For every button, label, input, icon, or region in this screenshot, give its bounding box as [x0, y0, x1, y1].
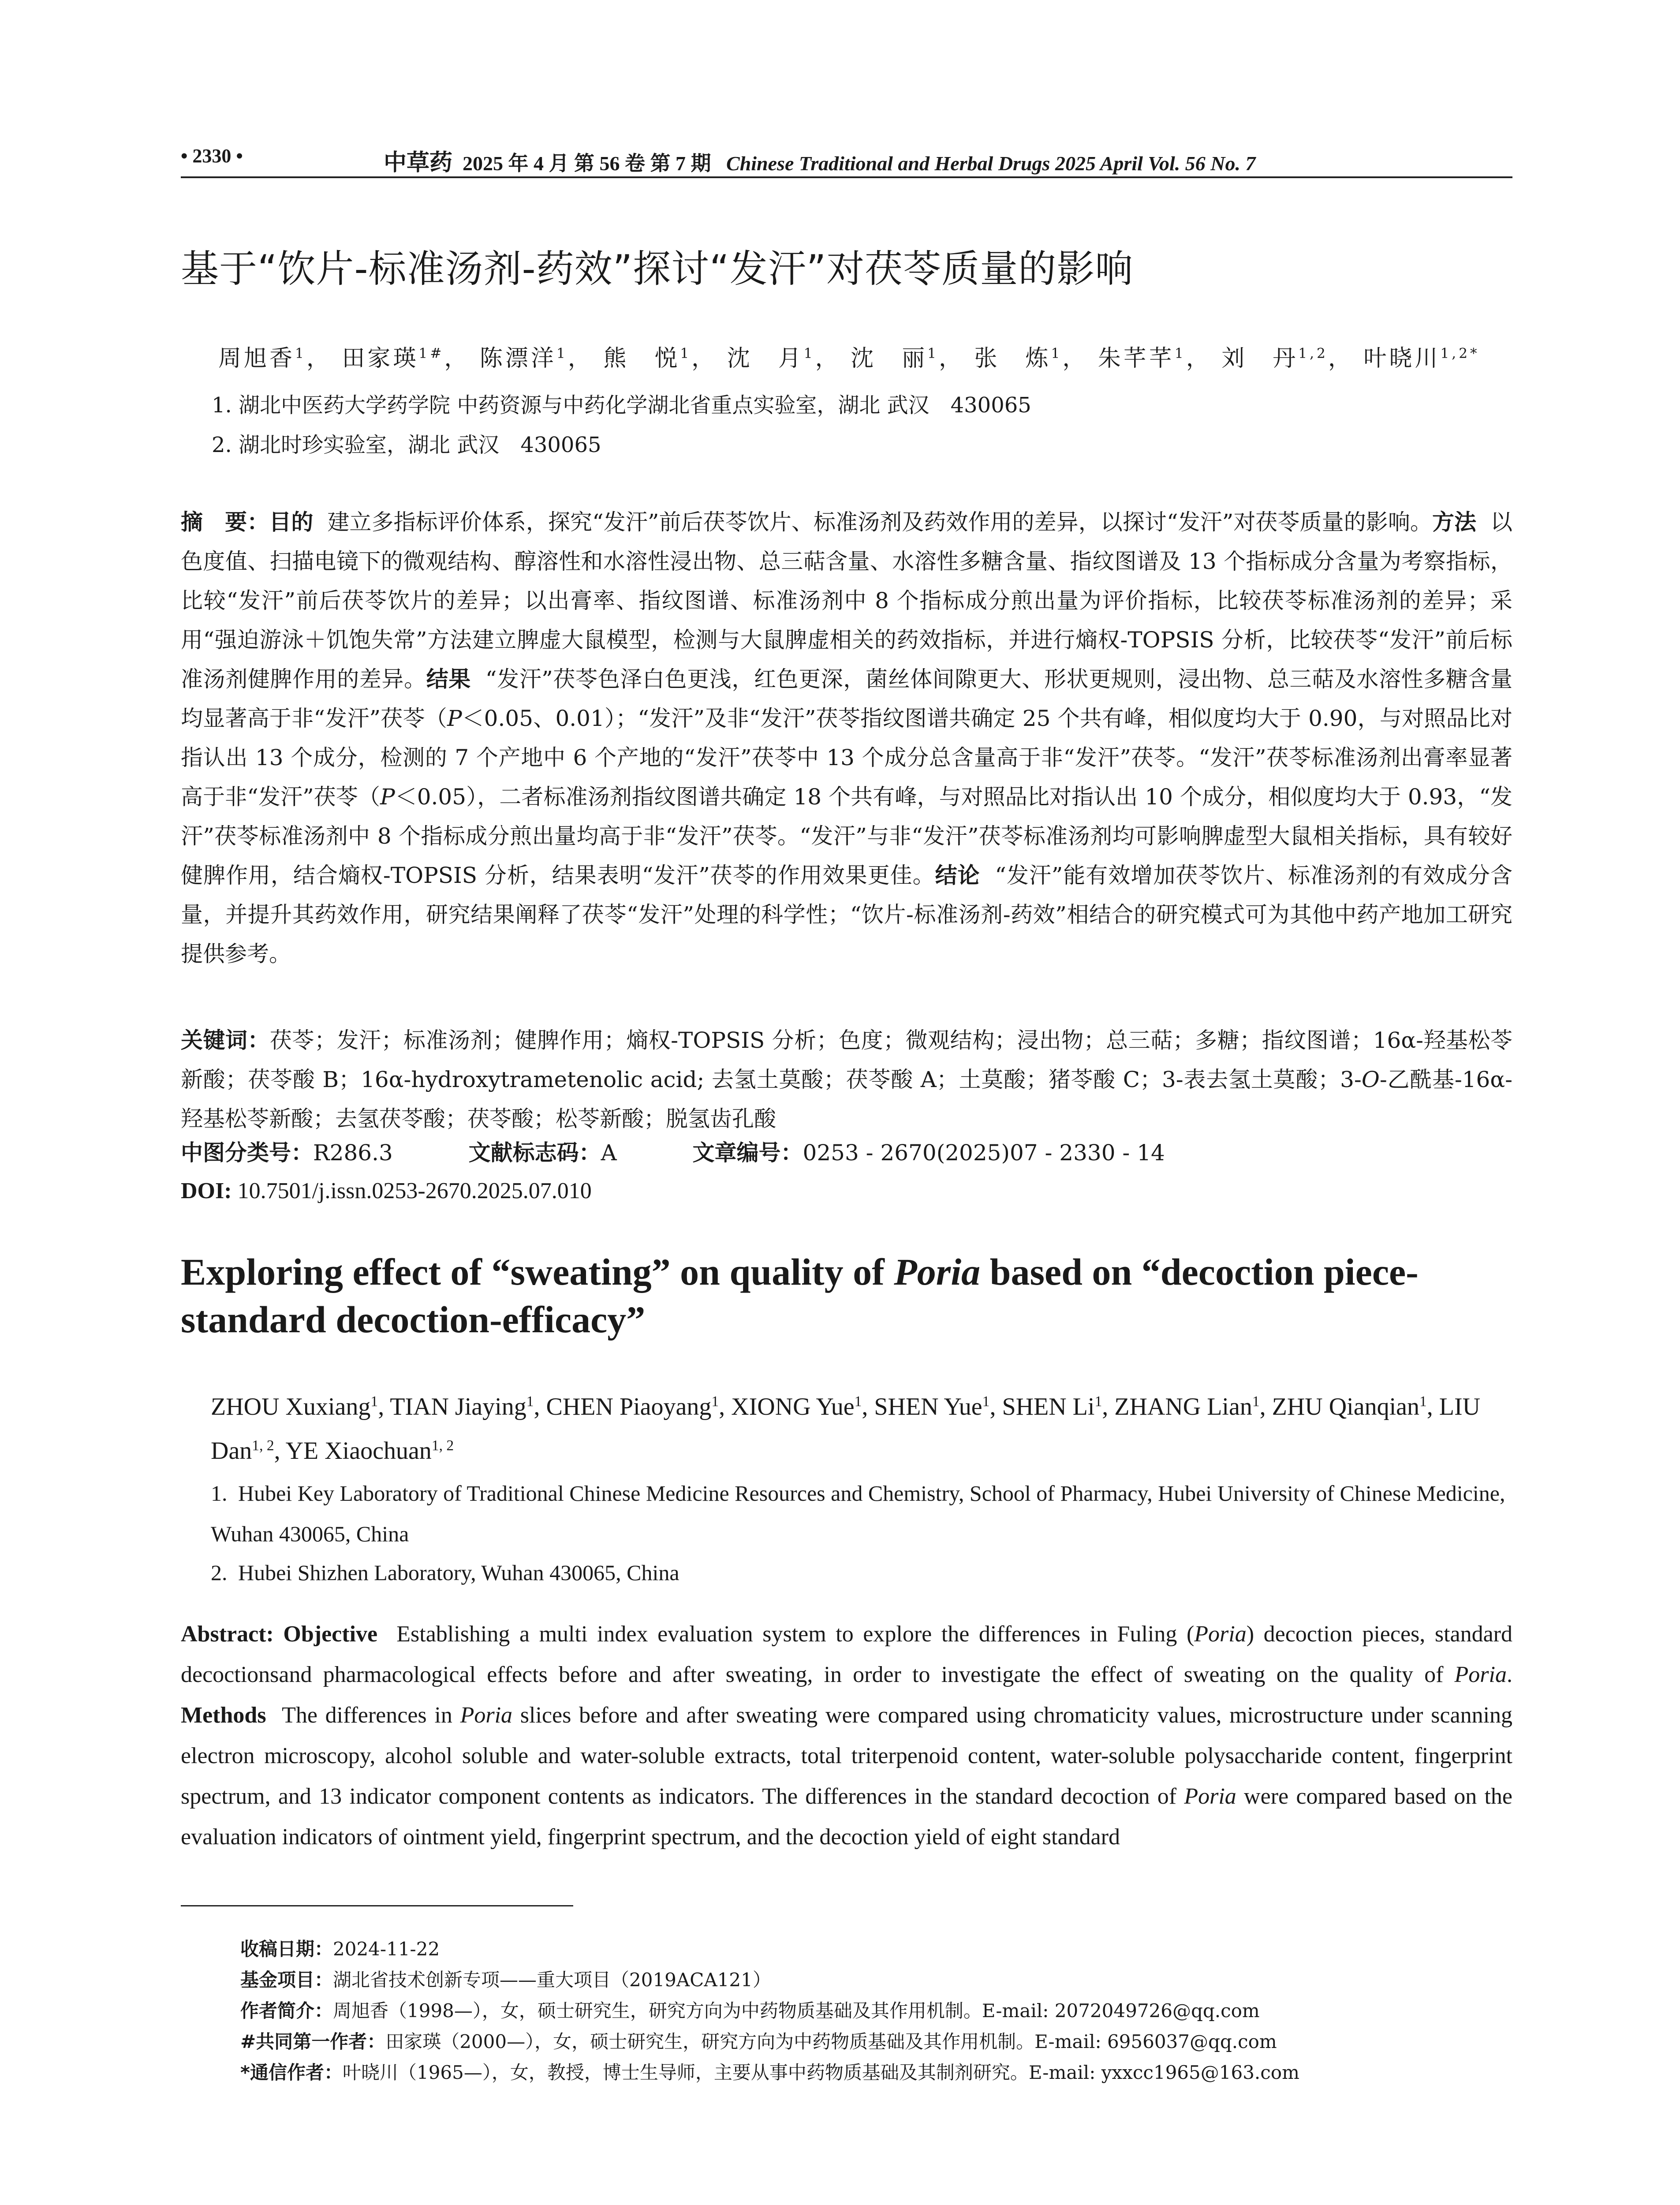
footnote-corresponding: *通信作者：叶晓川（1965—），女，教授，博士生导师，主要从事中药物质基础及其制剂研究。E-mail: yxxcc1965@163.com — [240, 2062, 1299, 2083]
affiliation-cn-1: 1. 湖北中医药大学药学院 中药资源与中药化学湖北省重点实验室，湖北 武汉 430065 — [212, 393, 1031, 418]
doc-code: A — [601, 1140, 617, 1166]
footnote-divider — [181, 1905, 573, 1906]
journal-en: Chinese Traditional and Herbal Drugs 2025 April Vol. 56 No. 7 — [726, 152, 1256, 175]
affiliation-en-2: 2. Hubei Shizhen Laboratory, Wuhan 430065, China — [211, 1560, 679, 1585]
results-label: 结果 — [426, 666, 471, 692]
objective-label: 目的 — [269, 509, 314, 535]
author-cn: 朱芊芊$^1$ — [1098, 345, 1186, 372]
abstract-cn: 摘 要：目的 建立多指标评价体系，探究“发汗”前后茯苓饮片、标准汤剂及药效作用的差异，以探讨“发汗”对茯苓质量的影响。方法 以色度值、扫描电镜下的微观结构、醇溶性和水溶性浸出物、总三萜含量、水溶性多糖含量、指纹图谱及 13 个指标成分含量为考察指标，比较“发汗”前后茯苓饮片的差异；以出膏率、指纹图谱、标准汤剂中 8 个指标成分煎出量为评价指标，比较茯苓标准汤剂的差异；采用“强迫游泳＋饥饱失常”方法建立脾虚大鼠模型，检测与大鼠脾虚相关的药效指标，并进行熵权-TOPSIS 分析，比较茯苓“发汗”前后标准汤剂健脾作用的差异。结果 “发汗”茯苓色泽白色更浅，红色更深，菌丝体间隙更大、形状更规则，浸出物、总三萜及水溶性多糖含量均显著高于非“发汗”茯苓（P＜0.05、0.01）；“发汗”及非“发汗”茯苓指纹图谱共确定 25 个共有峰，相似度均大于 0.90，与对照品比对指认出 13 个成分，检测的 7 个产地中 6 个产地的“发汗”茯苓中 13 个成分总含量高于非“发汗”茯苓。“发汗”茯苓标准汤剂出膏率显著高于非“发汗”茯苓（P＜0.05），二者标准汤剂指纹图谱共确定 18 个共有峰，与对照品比对指认出 10 个成分，相似度均大于 0.93，“发汗”茯苓标准汤剂中 8 个指标成分煎出量均高于非“发汗”茯苓。“发汗”与非“发汗”茯苓标准汤剂均可影响脾虚型大鼠相关指标，具有较好健脾作用，结合熵权-TOPSIS 分析，结果表明“发汗”茯苓的作用效果更佳。结论 “发汗”能有效增加茯苓饮片、标准汤剂的有效成分含量，并提升其药效作用，研究结果阐释了茯苓“发汗”处理的科学性；“饮片-标准汤剂-药效”相结合的研究模式可为其他中药产地加工研究提供参考。 — [181, 509, 1513, 967]
doi-line: DOI: 10.7501/j.issn.0253-2670.2025.07.010 — [181, 1178, 592, 1203]
author-cn: 沈 丽$^1$ — [851, 345, 939, 372]
author-en: TIAN Jiaying$^1$ — [390, 1393, 534, 1420]
author-en: SHEN Yue$^1$ — [874, 1393, 990, 1420]
page-number: • 2330 • — [181, 145, 243, 167]
title-cn: 基于“饮片-标准汤剂-药效”探讨“发汗”对茯苓质量的影响 — [181, 247, 1134, 291]
journal-info — [384, 144, 1255, 177]
footnotes — [240, 1934, 1510, 2088]
footnote-received: 收稿日期：2024-11-22 — [240, 1938, 440, 1960]
keywords-label: 关键词： — [181, 1028, 270, 1053]
author-cn: 陈漂洋$^1$ — [479, 345, 568, 372]
author-en: XIONG Yue$^1$ — [731, 1393, 862, 1420]
clc-number: R286.3 — [313, 1140, 393, 1166]
author-cn: 田家瑛$^{1\#}$ — [342, 345, 444, 372]
author-cn: 熊 悦$^1$ — [603, 345, 692, 372]
affiliation-cn-2: 2. 湖北时珍实验室，湖北 武汉 430065 — [212, 433, 601, 457]
footnote-funding: 基金项目：湖北省技术创新专项——重大项目（2019ACA121） — [240, 1969, 771, 1991]
author-en: CHEN Piaoyang$^1$ — [546, 1393, 719, 1420]
author-cn: 张 炼$^1$ — [974, 345, 1063, 372]
author-en: ZHU Qianqian$^1$ — [1272, 1393, 1427, 1420]
conclusion-label: 结论 — [935, 863, 980, 888]
authors-cn: 周旭香$^1$， 田家瑛$^{1\#}$， 陈漂洋$^1$， 熊 悦$^1$， 沈 月$^1$， 沈 丽$^1$， 张 炼$^1$， 朱芊芊$^1$， 刘 丹$^{1,2}$， 叶晓川$^{1,2*}$ — [218, 345, 1480, 372]
author-en: ZHANG Lian$^1$ — [1114, 1393, 1260, 1420]
classification-line: 中图分类号：R286.3 文献标志码：A 文章编号：0253 - 2670(2025)07 - 2330 - 14 — [181, 1140, 1165, 1166]
objective-label-en: Objective — [283, 1622, 378, 1647]
article-number: 0253 - 2670(2025)07 - 2330 - 14 — [803, 1140, 1165, 1166]
authors-en: ZHOU Xuxiang$^1$, TIAN Jiaying$^1$, CHEN Piaoyang$^1$, XIONG Yue$^1$, SHEN Yue$^1$, SHEN Li$^1$, ZHANG Lian$^1$, ZHU Qianqian$^1$, LIU Dan$^{1, 2}$, YE Xiaochuan$^{1, 2}$ — [211, 1393, 1481, 1465]
journal-logo: 中草药 — [384, 149, 453, 176]
title-en: Exploring effect of “sweating” on quality of Poria based on “decoction piece-standard decoction-efficacy” — [181, 1251, 1419, 1341]
running-header — [181, 140, 1512, 180]
author-cn: 叶晓川$^{1,2*}$ — [1363, 345, 1480, 372]
author-cn: 刘 丹$^{1,2}$ — [1221, 345, 1328, 372]
footnote-co-first-author: #共同第一作者：田家瑛（2000—），女，硕士研究生，研究方向为中药物质基础及其作用机制。E-mail: 6956037@qq.com — [240, 2031, 1277, 2052]
affiliation-en-1: 1. Hubei Key Laboratory of Traditional Chinese Medicine Resources and Chemistry, School of Pharmacy, Hubei University of Chinese Medicine, Wuhan 430065, China — [211, 1481, 1505, 1546]
author-cn: 周旭香$^1$ — [218, 345, 306, 372]
author-cn: 沈 月$^1$ — [727, 345, 815, 372]
footnote-author-bio: 作者简介：周旭香（1998—），女，硕士研究生，研究方向为中药物质基础及其作用机制。E-mail: 2072049726@qq.com — [240, 2000, 1260, 2022]
methods-label-en: Methods — [181, 1703, 266, 1728]
author-en: SHEN Li$^1$ — [1002, 1393, 1102, 1420]
keywords-cn: 关键词：茯苓；发汗；标准汤剂；健脾作用；熵权-TOPSIS 分析；色度；微观结构；浸出物；总三萜；多糖；指纹图谱；16α-羟基松苓新酸；茯苓酸 B；16α-hydroxytrametenolic acid; 去氢土莫酸；茯苓酸 A；土莫酸；猪苓酸 C；3-表去氢土莫酸；3-O-乙酰基-16α-羟基松苓新酸；去氢茯苓酸；茯苓酸；松苓新酸；脱氢齿孔酸 — [181, 1028, 1512, 1132]
abstract-en: Abstract: Objective Establishing a multi index evaluation system to explore the differences in Fuling (Poria) decoction pieces, standard decoctionsand pharmacological effects before and after sweating, in order to investigate the effect of sweating on the quality of Poria. Methods The differences in Poria slices before and after sweating were compared using chromaticity values, microstructure under scanning electron microscopy, alcohol soluble and water-soluble extracts, total triterpenoid content, water-soluble polysaccharide content, fingerprint spectrum, and 13 indicator component contents as indicators. The differences in the standard decoction of Poria were compared based on the evaluation indicators of ointment yield, fingerprint spectrum, and the decoction yield of eight standard — [181, 1622, 1513, 1850]
issue-cn: 2025 年 4 月 第 56 卷 第 7 期 — [463, 152, 711, 175]
author-en: ZHOU Xuxiang$^1$ — [211, 1393, 378, 1420]
methods-label: 方法 — [1432, 509, 1477, 535]
doi-value: 10.7501/j.issn.0253-2670.2025.07.010 — [231, 1178, 592, 1203]
header-divider — [181, 176, 1512, 178]
author-en: YE Xiaochuan$^{1, 2}$ — [285, 1437, 454, 1465]
author-en: LIU Dan$^{1, 2}$ — [211, 1393, 1481, 1465]
